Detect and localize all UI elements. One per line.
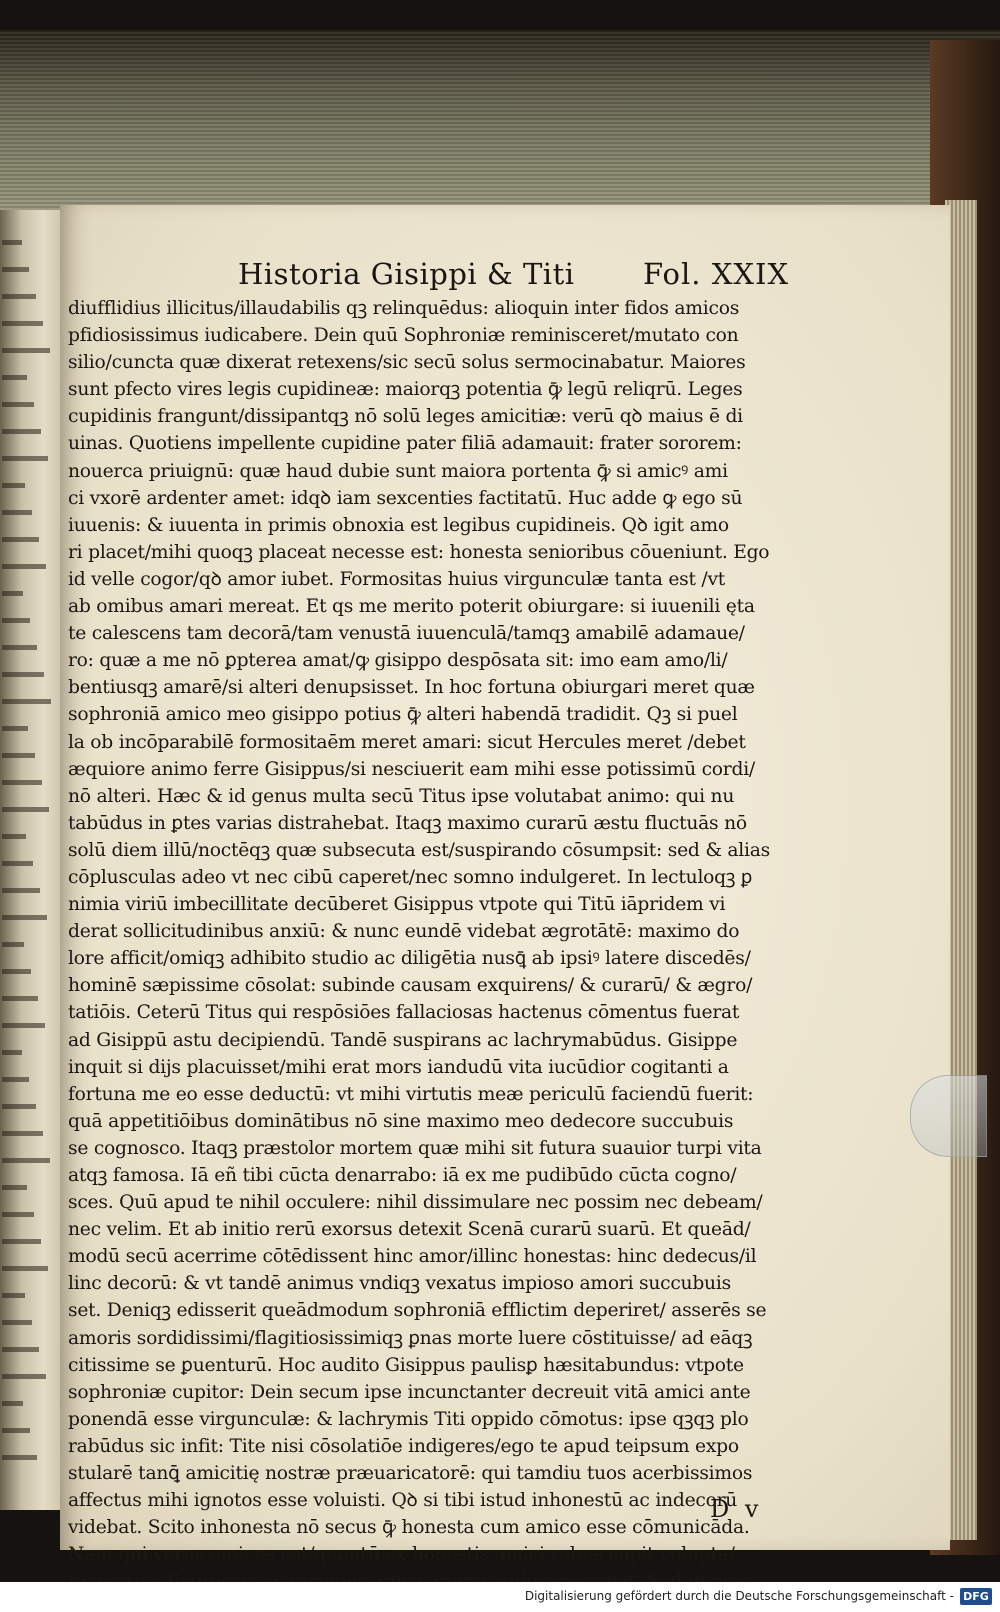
text-line: lore afficit/omiqꝫ adhibito studio ac diligētia nusꝗ̄ ab ipsiꝰ latere discedēs/ (68, 948, 751, 970)
text-line: te calescens tam decorā/tam venustā iuuenculā/tamqꝫ amabilē adamaue/ (68, 623, 745, 645)
facing-page-line (2, 834, 26, 839)
facing-page-line (2, 267, 29, 272)
facing-page-line (2, 321, 43, 326)
text-line: bentiusqꝫ amarē/si alteri denupsisset. In hoc fortuna obiurgari meret quæ (68, 677, 755, 699)
facing-page-line (2, 1131, 43, 1136)
text-line: ponendā esse virgunculæ: & lachrymis Titi oppido cōmotus: ipse qꝫqꝫ plo (68, 1408, 749, 1430)
text-line: æquiore animo ferre Gisippus/si nesciuerit eam mihi esse potissimū cordi/ (68, 758, 755, 780)
text-line: id velle cogor/qꝺ amor iubet. Formositas huius virgunculæ tanta est /vt (68, 568, 726, 590)
text-line: silio/cuncta quæ dixerat retexens/sic secū solus sermocinabatur. Maiores (68, 352, 746, 374)
facing-page-line (2, 1239, 41, 1244)
facing-page-line (2, 240, 22, 245)
text-line: sunt pfecto vires legis cupidineæ: maiorqꝫ potentia ꝙ̄ legū reliqrū. Leges (68, 379, 743, 401)
text-line: se cognosco. Itaqꝫ præstolor mortem quæ mihi sit futura suauior turpi vita (68, 1137, 762, 1159)
facing-page-line (2, 429, 41, 434)
text-line: ro: quæ a me nō ꝑpterea amat/ꝙ gisippo despōsata sit: imo eam amo/li/ (68, 650, 728, 672)
text-line: nimia viriū imbecillitate decūberet Gisippus vtpote qui Titū iāpridem vi (68, 894, 726, 916)
facing-page-line (2, 1077, 29, 1082)
text-line: rabūdus sic infit: Tite nisi cōsolatiōe indigeres/ego te apud teipsum expo (68, 1435, 739, 1457)
facing-page-line (2, 915, 47, 920)
text-line: sophroniā amico meo gisippo potius ꝙ̄ alteri habendā tradidit. Qꝫ si puel (68, 704, 738, 726)
text-line: citissime se ꝑuenturū. Hoc audito Gisippus paulisꝑ hæsitabundus: vtpote (68, 1354, 744, 1376)
text-line: fortuna me eo esse deductū: vt mihi virtutis meæ periculū faciendū fuerit: (68, 1083, 754, 1105)
text-line: hominē sæpissime cōsolat: subinde causam exquirens/ & curarū/ & ægro/ (68, 975, 753, 997)
page-header (60, 257, 950, 297)
text-line: amoris sordidissimi/flagitiosissimiqꝫ ꝑnas morte luere cōstituisse/ ad eāqꝫ (68, 1327, 753, 1349)
text-line: sces. Quū apud te nihil occulere: nihil dissimulare nec possim nec debeam/ (68, 1192, 763, 1214)
facing-page-line (2, 537, 39, 542)
facing-page-line (2, 294, 36, 299)
text-line: ri placet/mihi quoqꝫ placeat necesse est: honesta senioribus cōueniunt. Ego (68, 541, 770, 563)
facing-page-line (2, 807, 49, 812)
facing-page-line (2, 942, 24, 947)
text-line: tatiōis. Ceterū Titus qui respōsiōes fallaciosas hactenus cōmentus fuerat (68, 1002, 740, 1024)
text-line: quā appetitiōibus dominātibus nō sine maximo meo dedecore succubuis (68, 1110, 734, 1132)
facing-page-line (2, 348, 50, 353)
facing-page-line (2, 1266, 48, 1271)
dfg-logo: DFG (960, 1588, 992, 1605)
facing-page-line (2, 780, 42, 785)
facing-page-line (2, 483, 25, 488)
text-line: set. Deniqꝫ edisserit queādmodum sophroniā efflictim deperiret/ asserēs se (68, 1300, 767, 1322)
facing-page-line (2, 564, 46, 569)
facing-page-line (2, 1374, 46, 1379)
facing-page-line (2, 1050, 22, 1055)
facing-page-line (2, 1455, 37, 1460)
text-line: nec velim. Et ab initio rerū exorsus detexit Scenā curarū suarū. Et queād/ (68, 1219, 751, 1241)
running-title: Historia Gisippi & Titi (238, 257, 575, 291)
text-line: iuuenis: & iuuenta in primis obnoxia est legibus cupidineis. Qꝺ igit amo (68, 514, 729, 536)
facing-page-line (2, 1023, 45, 1028)
facing-page-line (2, 402, 34, 407)
facing-page-line (2, 699, 51, 704)
text-line: solū diem illū/noctēqꝫ quæ subsecuta est/suspirando cōsumpsit: sed & alias (68, 839, 770, 861)
facing-page-line (2, 1401, 23, 1406)
funding-note: Digitalisierung gefördert durch die Deutsche Forschungsgemeinschaft - (524, 1589, 954, 1603)
text-line: diufflidius illicitus/illaudabilis qꝫ relinquēdus: alioquin inter fidos amicos (68, 298, 740, 319)
text-line: atqꝫ famosa. Iā eñ tibi cūcta denarrabo: iā ex me pudibūdo cūcta cogno/ (68, 1165, 737, 1186)
text-line: la ob incōparabilē formositaēm meret amari: sicut Hercules meret /debet (68, 731, 746, 753)
text-block (68, 295, 808, 1596)
text-line: inquit si dijs placuisset/mihi erat mors iandudū vita iucūdior cogitanti a (68, 1056, 729, 1078)
text-line: ad Gisippū astu decipiendū. Tandē suspirans ac lachrymabūdus. Gisippe (68, 1029, 738, 1051)
signature-mark: D v (710, 1495, 763, 1523)
facing-page-line (2, 969, 31, 974)
text-line: nō alteri. Hæc & id genus multa secū Titus ipse volutabat animo: qui nu (68, 785, 735, 807)
text-line: pfidiosissimus iudicabere. Dein quū Sophroniæ reminisceret/mutato con (68, 325, 739, 347)
facing-page-line (2, 672, 44, 677)
facing-page-line (2, 645, 37, 650)
text-line: Nam qui verus amicus est/quantū ex honestis amici rebus capit volupta/ (68, 1544, 735, 1566)
facing-page-line (2, 618, 30, 623)
text-line: ci vxorē ardenter amet: idqꝺ iam sexcenties factitatū. Huc adde ꝙ ego sū (68, 487, 743, 509)
facing-page-line (2, 1212, 34, 1217)
text-line: affectus mihi ignotos esse voluisti. Qꝺ si tibi istud inhonestū ac indecorū (68, 1490, 738, 1512)
folio-number: Fol. XXIX (643, 257, 790, 291)
text-line: cupidinis frangunt/dissipantqꝫ nō solū leges amicitiæ: verū qꝺ maius ē di (68, 406, 743, 428)
digitization-footer (0, 1582, 1000, 1612)
book-top-edge (0, 30, 1000, 220)
text-line: derat sollicitudinibus anxiū: & nunc eundē videbat ægrotātē: maximo do (68, 921, 740, 943)
facing-page-line (2, 996, 38, 1001)
facing-page-line (2, 1293, 25, 1298)
facing-page-line (2, 591, 23, 596)
facing-page-strip (0, 210, 62, 1510)
facing-page-line (2, 1320, 32, 1325)
facing-page-line (2, 1347, 39, 1352)
facing-page-line (2, 375, 27, 380)
text-line: stularē tanꝗ̄ amicitię nostræ præuaricatorē: qui tamdiu tuos acerbissimos (68, 1463, 753, 1485)
facing-page-line (2, 1185, 27, 1190)
facing-page-line (2, 753, 35, 758)
text-line: modū secū acerrime cōtēdissent hinc amor/illinc honestas: hinc dedecus/il (68, 1246, 757, 1268)
text-line: tabūdus in ꝑtes varias distrahebat. Itaqꝫ maximo curarū æstu fluctuās nō (68, 812, 747, 834)
text-line: cōplusculas adeo vt nec cibū caperet/nec somno indulgeret. In lectuloqꝫ ꝑ (68, 866, 753, 888)
book-page (60, 205, 950, 1566)
facing-page-line (2, 456, 48, 461)
facing-page-line (2, 888, 40, 893)
facing-page-line (2, 1158, 50, 1163)
facing-page-line (2, 1104, 36, 1109)
text-line: nouerca priuignū: quæ haud dubie sunt maiora portenta ꝙ̄ si amicꝰ ami (68, 460, 728, 482)
text-line: uinas. Quotiens impellente cupidine pater filiā adamauit: frater sororem: (68, 433, 742, 455)
facing-page-line (2, 1428, 30, 1433)
text-line: sophroniæ cupitor: Dein secum ipse incunctanter decreuit vitā amici ante (68, 1381, 751, 1403)
facing-page-line (2, 726, 28, 731)
text-line: videbat. Scito inhonesta nō secus ꝙ̄ honesta cum amico esse cōmunicāda. (68, 1517, 750, 1539)
facing-page-line (2, 510, 32, 515)
facing-page-line (2, 861, 33, 866)
text-line: linc decorū: & vt tandē animus vndiqꝫ vexatus impioso amori succubuis (68, 1273, 731, 1295)
text-line: ab omibus amari mereat. Et qs me merito poterit obiurgare: si iuuenili ęta (68, 596, 755, 618)
page-clip (910, 1075, 987, 1157)
